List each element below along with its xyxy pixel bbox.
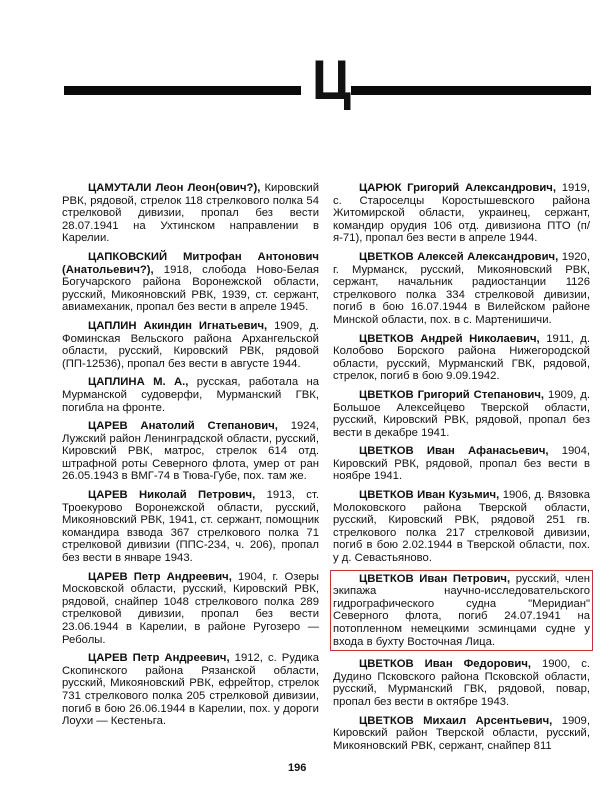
entry [62, 489, 319, 565]
entry [333, 715, 590, 753]
entry-text: 1909, Кировский район Тверской области, русский, Микояновский РВК, сержант, снайпер 811 [333, 714, 590, 752]
entry-text: 1920, г. Мурманск, русский, Микояновский РВК, сержант, начальник радиостанции 1126 стрелкового полка 334 стрелковой дивизии, погиб в бою 16.07.1944 в Вилейском районе Минской области, пох. в с. Мартенишичи. [333, 250, 590, 326]
entry-name: ЦАРЕВ Николай Петрович, [88, 489, 256, 502]
entry [62, 376, 319, 414]
left-column [62, 182, 319, 734]
entry-text: 1918, слобода Ново-Белая Богучарского района Воронежской области, русский, Микояновский РВК, 1939, ст. сержант, авиамеханик, пропал без вести в апреле 1945. [62, 263, 319, 314]
entry [333, 445, 590, 483]
entry-name: ЦАРЕВ Петр Андреевич, [88, 652, 230, 665]
entry-name: ЦАРЕВ Анатолий Степанович, [88, 420, 278, 433]
entry [62, 652, 319, 728]
entry-name: ЦВЕТКОВ Иван Федорович, [359, 658, 532, 671]
entry-text: 1912, с. Рудика Скопинского района Рязанской области, русский, Микояновский РВК, ефрейтор, стрелок 731 стрелкового полка 205 стрелковой дивизии, погиб в бою 26.06.1944 в Карелии, пох. у дороги Лоухи — Кестеньга. [62, 652, 319, 728]
entry [333, 333, 590, 383]
entry-text: 1913, ст. Троекурово Воронежской области, русский, Микояновский РВК, 1941, ст. сержант, помощник командира взвода 367 стрелкового полка 71 стрелковой дивизии (ППС-234, ч. 206), пропал без вести в январе 1943. [62, 489, 319, 565]
right-column [333, 182, 590, 758]
entry [62, 420, 319, 483]
entry [333, 658, 590, 708]
entry-text: 1904, Кировский РВК, рядовой, пропал без вести в ноябре 1941. [333, 445, 590, 483]
entry [62, 182, 319, 245]
entry [333, 389, 590, 439]
entry-name: ЦВЕТКОВ Григорий Степанович, [359, 388, 545, 401]
highlighted-entry [333, 573, 590, 649]
entry [333, 489, 590, 565]
entry-text: 1919, с. Староселцы Коростышевского района Житомирской области, украинец, сержант, командир орудия 106 отд. дивизиона ПТО (п/я-71), пропал без вести в апреле 1944. [333, 182, 590, 245]
entry-name: ЦАПЛИН Акиндин Игнатьевич, [88, 319, 268, 332]
entry-name: ЦВЕТКОВ Иван Кузьмич, [359, 489, 500, 502]
entry [62, 251, 319, 314]
entry-text: 1904, г. Озеры Московской области, русский, Кировский РВК, рядовой, снайпер 1048 стрелкового полка 289 стрелковой дивизии, пропал без вести 23.06.1944 в Карелии, в районе Ругозеро — Реболы. [62, 570, 320, 646]
page-number: 196 [288, 762, 307, 774]
entry-name: ЦАРЕВ Петр Андреевич, [88, 570, 232, 583]
entry-text: 1906, д. Вязовка Молоковского района Тверской области, русский, Кировский РВК, рядовой 251 гв. стрелкового полка 217 стрелковой дивизии, погиб в бою 2.02.1944 в Тверской области, пох. у д. Севастьяново. [333, 489, 590, 565]
entry-text: Кировский РВК, рядовой, стрелок 118 стрелкового полка 54 стрелковой дивизии, пропал без вести 28.07.1941 на Ухтинском направлении в Карелии. [62, 182, 319, 245]
entry-name: ЦВЕТКОВ Михаил Арсентьевич, [359, 714, 553, 727]
entry-name: ЦАРЮК Григорий Александрович, [359, 182, 557, 194]
entry-name: ЦВЕТКОВ Иван Афанасьевич, [359, 445, 549, 458]
entry-name: ЦВЕТКОВ Иван Петрович, [359, 572, 511, 585]
entry-name: ЦАМУТАЛИ Леон Леон(ович?), [88, 182, 261, 194]
entry-name: ЦВЕТКОВ Андрей Николаевич, [359, 332, 540, 345]
entry-text: 1911, д. Колобово Борского района Нижегородской области, русский, Мурманский ГВК, рядовой, стрелок, погиб в бою 9.09.1942. [333, 332, 590, 383]
entry-text: 1924, Лужский район Ленинградской области, русский, Кировский РВК, матрос, стрелок 614 отд. штрафной роты Северного флота, умер от ран 26.05.1943 в ВМГ-74 в Тюва-Губе, пох. там же. [62, 420, 319, 483]
entry [333, 182, 590, 245]
entry-text: 1909, д. Фоминская Вельского района Архангельской области, русский, Кировский РВК, рядовой (ПП-12536), пропал без вести в августе 1944. [62, 319, 319, 370]
entry-text: русский, член экипажа научно-исследовательского гидрографического судна "Меридиан" Северного флота, погиб 24.07.1941 на потопленном немецкими эсминцами судне у входа в бухту Восточная Лица. [333, 572, 590, 648]
entry-text: 1900, с. Дудино Псковского района Псковской области, русский, Мурманский ГВК, рядовой, повар, пропал без вести в октябре 1943. [333, 658, 590, 708]
header-rule-right [351, 86, 591, 95]
entry [62, 320, 319, 370]
section-letter: Ц [312, 48, 351, 111]
entry-name: ЦАПЛИНА М. А., [88, 376, 189, 389]
entry-name: ЦАПКОВСКИЙ Митрофан Антонович (Анатольевич?), [62, 250, 319, 276]
header-rule-left [64, 86, 301, 95]
entry [62, 571, 319, 647]
entry-text: русская, работала на Мурманской судоверфи, Мурманский ГВК, погибла на фронте. [62, 376, 319, 414]
entry-text: 1909, д. Большое Алексейцево Тверской области, русский, Кировский РВК, рядовой, пропал без вести в декабре 1941. [333, 388, 591, 439]
entry [333, 251, 590, 327]
entry-name: ЦВЕТКОВ Алексей Александрович, [359, 250, 559, 263]
